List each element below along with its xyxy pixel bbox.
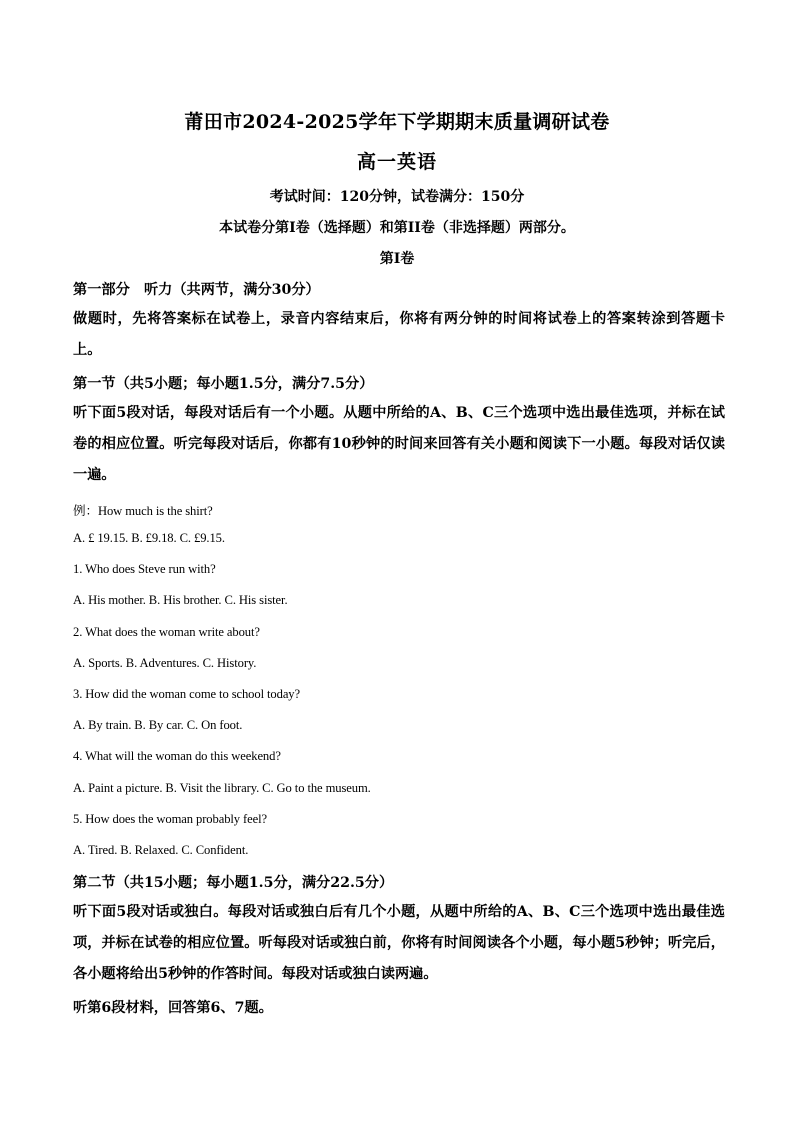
question-5-options: A. Tired. B. Relaxed. C. Confident. xyxy=(73,843,249,857)
question-2-options: A. Sports. B. Adventures. C. History. xyxy=(73,656,257,670)
question-4-options: A. Paint a picture. B. Visit the library. C. Go to the museum. xyxy=(73,781,371,795)
question-3: 3. How did the woman come to school today? xyxy=(73,687,300,701)
part1-heading: 第一部分 听力（共两节，满分30分） xyxy=(73,282,320,298)
question-2: 2. What does the woman write about? xyxy=(73,625,260,639)
part1-instruction: 做题时，先将答案标在试卷上，录音内容结束后，你将有两分钟的时间将试卷上的答案转涂到答题卡上。 xyxy=(73,311,725,358)
question-3-options: A. By train. B. By car. C. On foot. xyxy=(73,718,243,732)
exam-title: 莆田市2024-2025学年下学期期末质量调研试卷 xyxy=(184,111,610,133)
exam-info: 考试时间：120分钟，试卷满分：150分 xyxy=(269,189,525,205)
material-6-instruction: 听第6段材料，回答第6、7题。 xyxy=(73,1000,273,1016)
example-question: 例：How much is the shirt? xyxy=(73,504,213,518)
paper-composition: 本试卷分第I卷（选择题）和第II卷（非选择题）两部分。 xyxy=(219,220,575,236)
section2-instruction: 听下面5段对话或独白。每段对话或独白后有几个小题，从题中所给的A、B、C三个选项中选出最佳选项，并标在试卷的相应位置。听每段对话或独白前，你将有时间阅读各个小题，每小题5秒钟；听完后，各小题将给出5秒钟的作答时间。每段对话或独白读两遍。 xyxy=(73,904,725,982)
question-1-options: A. His mother. B. His brother. C. His sister. xyxy=(73,593,288,607)
section2-heading: 第二节（共15小题；每小题1.5分，满分22.5分） xyxy=(73,875,394,891)
example-options: A. £ 19.15. B. £9.18. C. £9.15. xyxy=(73,531,225,545)
question-1: 1. Who does Steve run with? xyxy=(73,562,216,576)
volume-heading: 第I卷 xyxy=(379,251,415,267)
section1-heading: 第一节（共5小题；每小题1.5分，满分7.5分） xyxy=(73,376,374,392)
question-4: 4. What will the woman do this weekend? xyxy=(73,749,281,763)
section1-instruction: 听下面5段对话，每段对话后有一个小题。从题中所给的A、B、C三个选项中选出最佳选项，并标在试卷的相应位置。听完每段对话后，你都有10秒钟的时间来回答有关小题和阅读下一小题。每段对话仅读一遍。 xyxy=(73,405,725,483)
question-5: 5. How does the woman probably feel? xyxy=(73,812,267,826)
subject-title: 高一英语 xyxy=(356,151,437,173)
